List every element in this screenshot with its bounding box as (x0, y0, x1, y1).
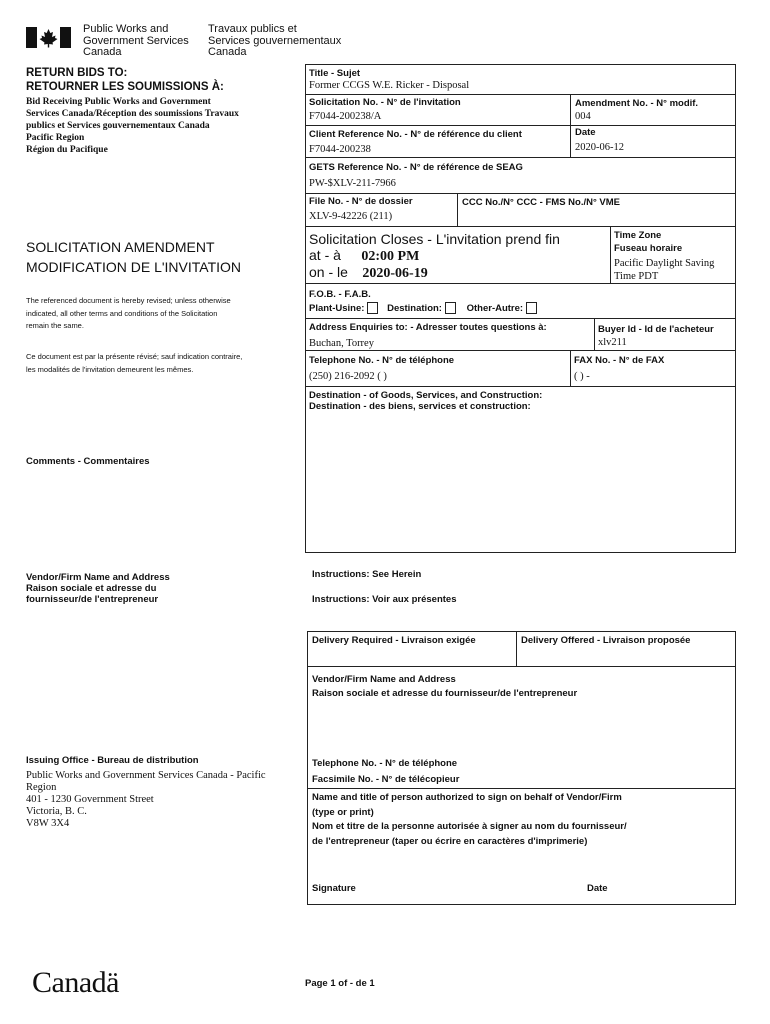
solicitation-no-label: Solicitation No. - N° de l'invitation (309, 97, 461, 108)
canada-wordmark: Canadä (32, 966, 119, 999)
return-bids-heading: RETURN BIDS TO: RETOURNER LES SOUMISSIONS À: (26, 67, 224, 93)
instructions-en: Instructions: See Herein (312, 569, 422, 580)
gets-ref-value: PW-$XLV-211-7966 (309, 178, 396, 189)
title-label: Title - Sujet (309, 68, 361, 79)
delivery-required-label: Delivery Required - Livraison exigée (312, 635, 476, 646)
amendment-title: SOLICITATION AMENDMENT MODIFICATION DE L'INVITATION (26, 239, 242, 275)
vendor-fax-label: Facsimile No. - N° de télécopieur (312, 774, 460, 785)
dept-name-en: Public Works and Government Services Canada (83, 23, 189, 58)
date-value: 2020-06-12 (575, 142, 624, 153)
delivery-offered-label: Delivery Offered - Livraison proposée (521, 635, 691, 646)
destination-checkbox[interactable] (445, 302, 456, 314)
instructions-fr: Instructions: Voir aux présentes (312, 594, 457, 605)
dept-name-fr: Travaux publics et Services gouvernementaux Canada (208, 23, 342, 58)
ccc-no-label: CCC No./N° CCC - FMS No./N° VME (462, 197, 621, 208)
fax-value: ( ) - (574, 371, 590, 382)
signature-label: Signature (312, 883, 356, 894)
fax-label: FAX No. - N° de FAX (574, 355, 665, 366)
revision-note-en: The referenced document is hereby revised; unless otherwise indicated, all other terms and conditions of the Solicitation remain the same. (26, 296, 231, 330)
authorized-signatory-label: Name and title of person authorized to sign on behalf of Vendor/Firm (type or print) Nom et titre de la personne autorisée à signer au nom du fournisseur/ de l'entrepreneur (taper ou écrire en caractères d'imprimerie) (312, 792, 627, 847)
comments-label: Comments - Commentaires (26, 456, 150, 467)
file-no-value: XLV-9-42226 (211) (309, 211, 393, 222)
buyer-id-label: Buyer Id - Id de l'acheteur (598, 324, 714, 335)
canada-flag-logo (26, 27, 71, 48)
file-no-label: File No. - N° de dossier (309, 196, 413, 207)
gets-ref-label: GETS Reference No. - N° de référence de SEAG (309, 162, 523, 173)
telephone-value: (250) 216-2092 ( ) (309, 371, 387, 382)
amendment-no-label: Amendment No. - N° modif. (575, 98, 699, 109)
closing-time: at - à 02:00 PM (309, 247, 420, 264)
time-zone-value: Pacific Daylight Saving Time PDT (614, 258, 715, 282)
vendor-telephone-label: Telephone No. - N° de téléphone (312, 758, 458, 769)
issuing-office-label: Issuing Office - Bureau de distribution (26, 755, 199, 766)
page-number: Page 1 of - de 1 (305, 978, 375, 989)
buyer-id-value: xlv211 (598, 337, 627, 348)
vendor-label: Vendor/Firm Name and Address Raison sociale et adresse du fournisseur/de l'entrepreneur (26, 572, 170, 605)
solicitation-no-value: F7044-200238/A (309, 111, 382, 122)
bid-receiving-address: Bid Receiving Public Works and Government Services Canada/Réception des soumissions Travaux publics et Services gouvernementaux Canada Pacific Region Région du Pacifique (26, 97, 239, 155)
title-value: Former CCGS W.E. Ricker - Disposal (309, 80, 470, 91)
closing-date: on - le 2020-06-19 (309, 264, 428, 281)
time-zone-label: Time Zone Fuseau horaire (614, 230, 683, 254)
fob-options: Plant-Usine: Destination: Other-Autre: (309, 302, 541, 316)
fob-label: F.O.B. - F.A.B. (309, 289, 371, 300)
vendor-name-label: Vendor/Firm Name and Address Raison sociale et adresse du fournisseur/de l'entrepreneur (312, 674, 578, 699)
client-ref-label: Client Reference No. - N° de référence du client (309, 129, 522, 140)
amendment-no-value: 004 (575, 111, 591, 122)
signature-date-label: Date (587, 883, 608, 894)
client-ref-value: F7044-200238 (309, 144, 371, 155)
plant-checkbox[interactable] (367, 302, 378, 314)
date-label: Date (575, 127, 596, 138)
solicitation-closes-title: Solicitation Closes - L'invitation prend fin (309, 231, 560, 247)
revision-note-fr: Ce document est par la présente révisé; sauf indication contraire, les modalités de l'invitation demeurent les mêmes. (26, 352, 243, 374)
enquiries-value: Buchan, Torrey (309, 338, 374, 349)
other-checkbox[interactable] (526, 302, 537, 314)
telephone-label: Telephone No. - N° de téléphone (309, 355, 455, 366)
issuing-office-address: Public Works and Government Services Canada - Pacific Region 401 - 1230 Government Street Victoria, B. C. V8W 3X4 (26, 770, 266, 829)
enquiries-label: Address Enquiries to: - Adresser toutes questions à: (309, 322, 547, 333)
destination-goods-label: Destination - of Goods, Services, and Construction: Destination - des biens, services et construction: (309, 390, 543, 412)
